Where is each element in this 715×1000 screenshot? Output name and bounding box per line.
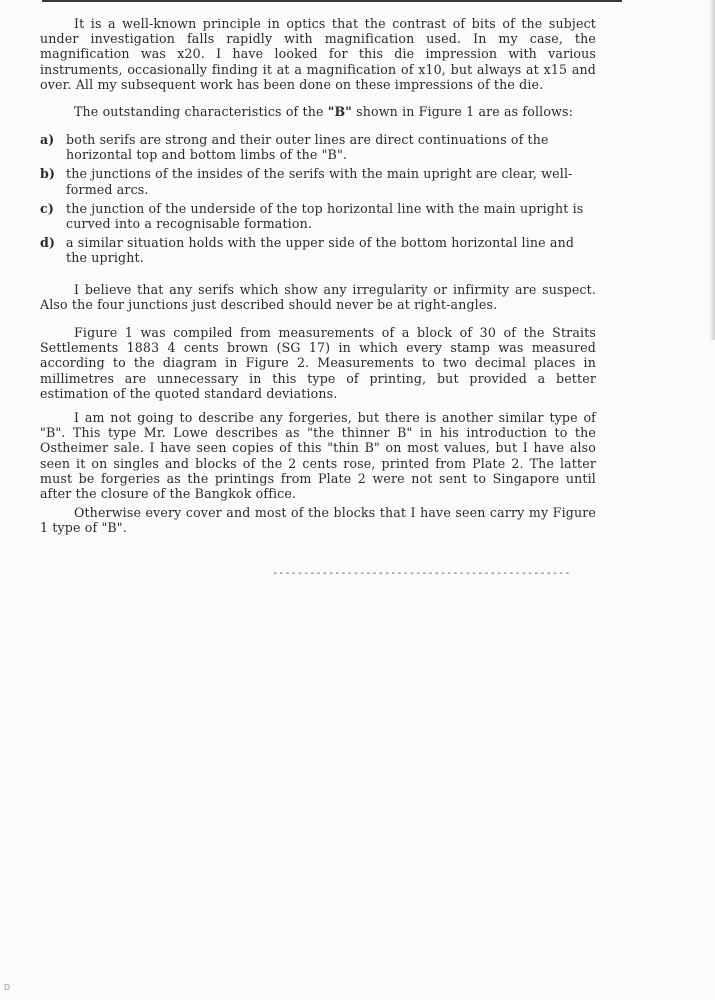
list-item-text: both serifs are strong and their outer lines are direct continuations of the horizontal top and bottom limbs of the "B".	[66, 132, 549, 163]
paragraph-optics	[40, 16, 596, 92]
end-dashed-rule: ------------------------------------------------	[272, 568, 571, 579]
intro-b-letter: "B"	[327, 104, 352, 119]
corner-mark: D	[4, 983, 11, 992]
paragraph-characteristics-intro	[40, 104, 596, 119]
list-item-text: the junctions of the insides of the serifs with the main upright are clear, well-formed arcs.	[66, 166, 573, 197]
list-item-text: the junction of the underside of the top horizontal line with the main upright is curved into a recognisable formation.	[66, 200, 584, 232]
list-item-d	[40, 235, 596, 265]
list-item-a	[40, 132, 596, 162]
list-item-label: a)	[40, 132, 55, 147]
page-edge-shadow	[709, 0, 715, 340]
top-rule	[42, 0, 622, 2]
list-item-text: a similar situation holds with the upper side of the bottom horizontal line and the upright.	[66, 235, 575, 266]
paragraph-forgeries-text: I am not going to describe any forgeries, but there is another similar type of "B". This type Mr. Lowe describes as "the thinner B" in his introduction to the Ostheimer sale. I have seen copies of this "thin B" on most values, but I have also seen it on singles and blocks of the 2 cents rose, printed from Plate 2. The latter must be forgeries as the printings from Plate 2 were not sent to Singapore until after the closure of the Bangkok office.	[40, 410, 596, 502]
intro-before: The outstanding characteristics of the	[74, 104, 328, 119]
paragraph-serifs-suspect	[40, 282, 596, 312]
intro-after: shown in Figure 1 are as follows:	[351, 104, 574, 119]
paragraph-otherwise-text: Otherwise every cover and most of the blocks that I have seen carry my Figure 1 type of "B".	[40, 505, 596, 536]
paragraph-forgeries	[40, 410, 596, 501]
list-item-b	[40, 166, 596, 196]
list-item-label: d)	[40, 235, 56, 251]
paragraph-optics-text: It is a well-known principle in optics that the contrast of bits of the subject under investigation falls rapidly with magnification used. In my case, the magnification was x20. I have looked for this die impression with various instruments, occasionally finding it at a magnification of x10, but always at x15 and over. All my subsequent work has been done on these impressions of the die.	[40, 16, 596, 92]
list-item-label: b)	[40, 166, 56, 182]
paragraph-serifs-suspect-text: I believe that any serifs which show any irregularity or infirmity are suspect. Also the four junctions just described should never be at right-angles.	[40, 282, 596, 313]
characteristics-list	[40, 132, 596, 270]
paragraph-figure1-text: Figure 1 was compiled from measurements of a block of 30 of the Straits Settlements 1883 4 cents brown (SG 17) in which every stamp was measured according to the diagram in Figure 2. Measurements to two decimal places in millimetres are unnecessary in this type of printing, but provided a better estimation of the quoted standard deviations.	[40, 325, 596, 401]
paragraph-figure1	[40, 325, 596, 401]
paragraph-otherwise	[40, 505, 596, 535]
list-item-label: c)	[40, 200, 54, 216]
list-item-c	[40, 201, 596, 231]
